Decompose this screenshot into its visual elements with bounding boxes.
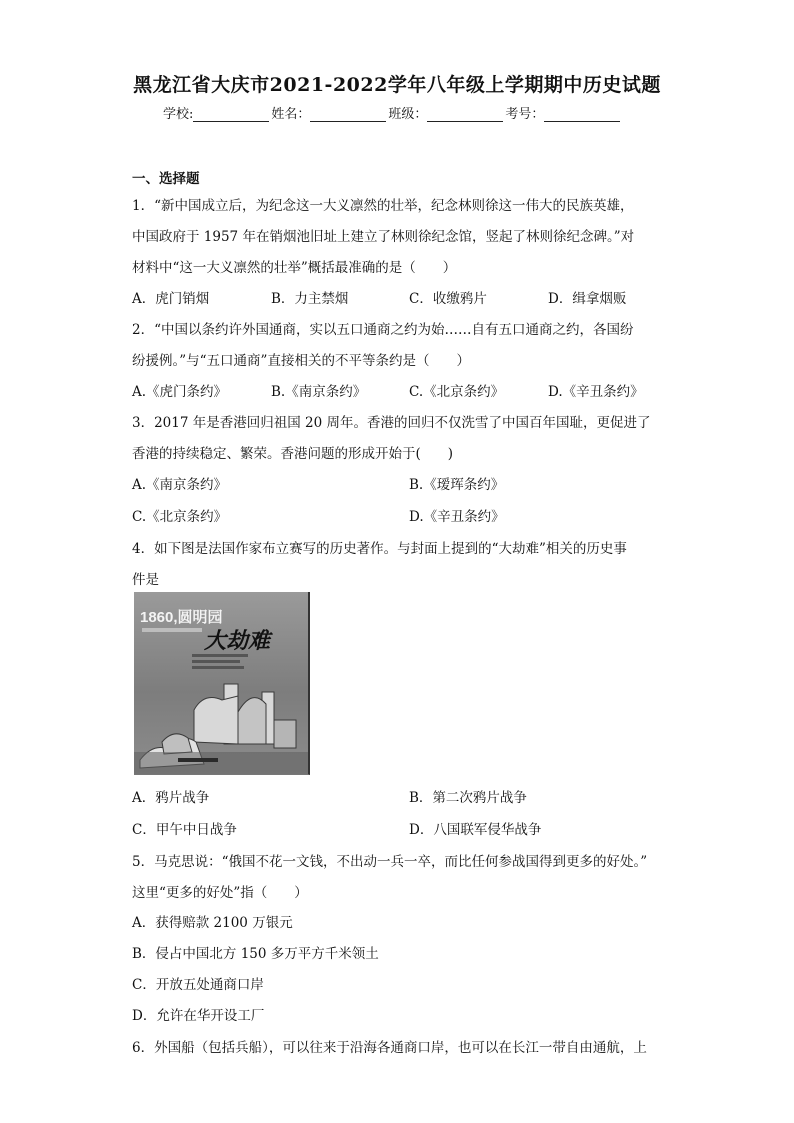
cover-big-title: 大劫难 — [204, 628, 271, 653]
question-4-option-b[interactable]: B．第二次鸦片战争 — [409, 790, 527, 806]
question-4-option-a[interactable]: A．鸦片战争 — [132, 790, 210, 806]
question-5-line-2: 这里“更多的好处”指（ ） — [132, 885, 308, 901]
cover-text-line-2 — [192, 660, 240, 663]
question-2-option-a[interactable]: A.《虎门条约》 — [132, 384, 228, 400]
question-1-option-d[interactable]: D．缉拿烟贩 — [548, 291, 627, 307]
question-5-option-a[interactable]: A．获得赔款 2100 万银元 — [132, 915, 293, 931]
cover-title-text: 1860,圆明园 — [140, 609, 223, 626]
question-2-line-2: 纷援例。”与“五口通商”直接相关的不平等条约是（ ） — [132, 353, 470, 369]
exam-number-label: 考号： — [505, 107, 545, 122]
cover-publisher-bar — [178, 758, 218, 762]
school-label: 学校: — [163, 107, 194, 122]
question-4-option-c[interactable]: C．甲午中日战争 — [132, 822, 237, 838]
school-blank[interactable] — [193, 107, 269, 122]
question-5-option-b[interactable]: B．侵占中国北方 150 多万平方千米领土 — [132, 946, 379, 962]
book-cover-illustration — [134, 592, 308, 774]
class-blank[interactable] — [427, 107, 503, 122]
question-1-line-2: 中国政府于 1957 年在销烟池旧址上建立了林则徐纪念馆，竖起了林则徐纪念碑。”对 — [132, 229, 635, 245]
page-title: 黑龙江省大庆市2021-2022学年八年级上学期期中历史试题 — [133, 74, 661, 96]
student-info-row — [163, 103, 622, 122]
question-3-line-2: 香港的持续稳定、繁荣。香港问题的形成开始于( ) — [132, 446, 454, 462]
question-2-option-d[interactable]: D.《辛丑条约》 — [548, 384, 644, 400]
name-label: 姓名： — [271, 107, 311, 122]
section-heading: 一、选择题 — [132, 171, 200, 187]
cover-text-line-3 — [192, 666, 244, 669]
question-2-line-1: 2．“中国以条约许外国通商，实以五口通商之约为始……自有五口通商之约，各国纷 — [132, 322, 634, 338]
question-5-option-d[interactable]: D．允许在华开设工厂 — [132, 1008, 265, 1024]
cover-text-line-1 — [192, 654, 248, 657]
question-3-option-a[interactable]: A.《南京条约》 — [132, 477, 228, 493]
question-3-option-d[interactable]: D.《辛丑条约》 — [409, 509, 505, 525]
question-1-line-1: 1．“新中国成立后，为纪念这一大义凛然的壮举，纪念林则徐这一伟大的民族英雄， — [132, 198, 634, 214]
question-1-option-b[interactable]: B．力主禁烟 — [271, 291, 349, 307]
question-6-line-1: 6．外国船（包括兵船），可以往来于沿海各通商口岸，也可以在长江一带自由通航，上 — [132, 1040, 647, 1056]
question-3-line-1: 3．2017 年是香港回归祖国 20 周年。香港的回归不仅洗雪了中国百年国耻，更促进了 — [132, 415, 651, 431]
question-3-option-b[interactable]: B.《瑷珲条约》 — [409, 477, 505, 493]
question-2-option-b[interactable]: B.《南京条约》 — [271, 384, 367, 400]
question-1-option-c[interactable]: C．收缴鸦片 — [409, 291, 487, 307]
cover-ground — [134, 752, 308, 774]
book-cover-image — [134, 592, 310, 775]
question-3-option-c[interactable]: C.《北京条约》 — [132, 509, 228, 525]
question-2-option-c[interactable]: C.《北京条约》 — [409, 384, 505, 400]
question-5-option-c[interactable]: C．开放五处通商口岸 — [132, 977, 264, 993]
question-4-line-1: 4．如下图是法国作家布立赛写的历史著作。与封面上提到的“大劫难”相关的历史事 — [132, 541, 627, 557]
question-1-option-a[interactable]: A．虎门销烟 — [132, 291, 210, 307]
question-4-option-d[interactable]: D．八国联军侵华战争 — [409, 822, 542, 838]
name-blank[interactable] — [310, 107, 386, 122]
class-label: 班级： — [388, 107, 428, 122]
exam-number-blank[interactable] — [544, 107, 620, 122]
question-5-line-1: 5．马克思说：“俄国不花一文钱，不出动一兵一卒，而比任何参战国得到更多的好处。” — [132, 854, 648, 870]
question-4-line-2: 件是 — [132, 572, 159, 588]
question-1-line-3: 材料中“这一大义凛然的壮举”概括最准确的是（ ） — [132, 260, 457, 276]
cover-subtitle-bar — [142, 628, 202, 632]
